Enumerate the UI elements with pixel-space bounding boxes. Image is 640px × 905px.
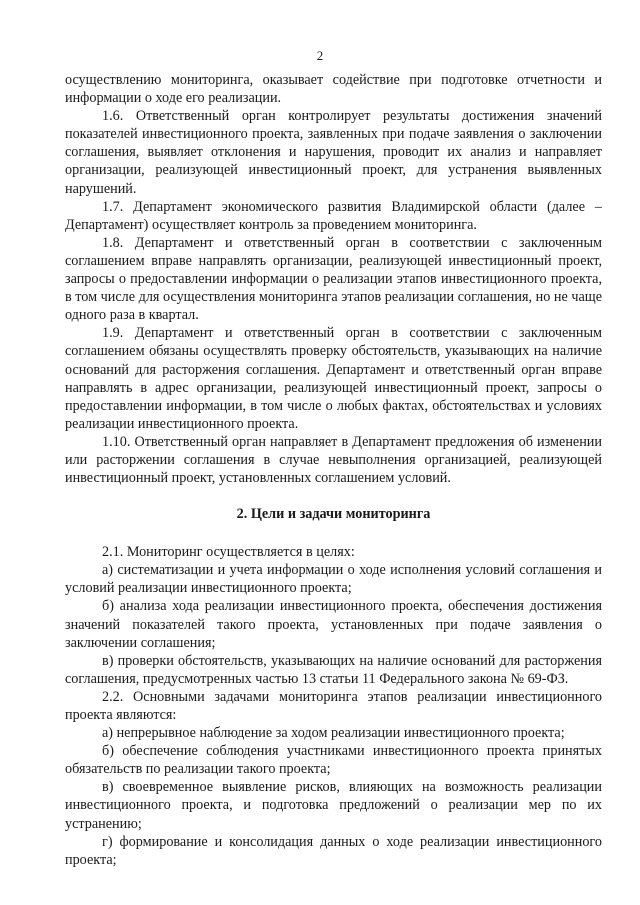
paragraph-2-2-v: в) своевременное выявление рисков, влияющих на возможность реализации инвестиционного проекта, и подготовка предложений о реализации мер по их устранению; <box>65 779 602 832</box>
paragraph-continuation: осуществлению мониторинга, оказывает содействие при подготовке отчетности и информации о ходе его реализации. <box>65 72 602 107</box>
document-body <box>65 71 602 869</box>
paragraph-1-10: 1.10. Ответственный орган направляет в Департамент предложения об изменении или расторжении соглашения в случае невыполнения организацией, реализующей инвестиционный проект, установленных соглашением условий. <box>65 433 602 487</box>
section-heading: 2. Цели и задачи мониторинга <box>236 506 431 523</box>
paragraph-1-7: 1.7. Департамент экономического развития Владимирской области (далее – Департамент) осуществляет контроль за проведением мониторинга. <box>65 198 602 233</box>
paragraph-2-1-b: б) анализа хода реализации инвестиционного проекта, обеспечения достижения значений показателей такого проекта, установленных при подаче заявления о заключении соглашения; <box>65 598 602 651</box>
page-number: 2 <box>316 48 324 63</box>
paragraph-2-2-g: г) формирование и консолидация данных о ходе реализации инвестиционного проекта; <box>65 833 602 868</box>
paragraph-1-8: 1.8. Департамент и ответственный орган в соответствии с заключенным соглашением вправе направлять организации, реализующей инвестиционный проект, запросы о предоставлении информации о реализации этапов инвестиционного проекта, в том числе для осуществления мониторинга этапов реализации соглашения, но не чаще одного раза в квартал. <box>65 234 602 324</box>
paragraph-2-1-a: а) систематизации и учета информации о ходе исполнения условий соглашения и условий реализации инвестиционного проекта; <box>65 562 602 597</box>
paragraph-2-2: 2.2. Основными задачами мониторинга этапов реализации инвестиционного проекта являются: <box>65 688 602 723</box>
paragraph-1-6: 1.6. Ответственный орган контролирует результаты достижения значений показателей инвестиционного проекта, заявленных при подаче заявления о заключении соглашения, выявляет отклонения и нарушения, проводит их анализ и направляет организации, реализующей инвестиционный проект, для устранения выявленных нарушений. <box>65 108 602 197</box>
paragraph-2-2-b: б) обеспечение соблюдения участниками инвестиционного проекта принятых обязательств по реализации такого проекта; <box>65 743 602 778</box>
paragraph-2-1: 2.1. Мониторинг осуществляется в целях: <box>102 544 355 561</box>
paragraph-1-9: 1.9. Департамент и ответственный орган в соответствии с заключенным соглашением обязаны осуществлять проверку обстоятельств, указывающих на наличие оснований для расторжения соглашения. Департамент и ответственный орган вправе направлять в адрес организации, реализующей инвестиционный проект, запросы о предоставлении информации, в том числе о любых фактах, обстоятельствах и условиях реализации инвестиционного проекта. <box>65 325 602 432</box>
paragraph-2-2-a: а) непрерывное наблюдение за ходом реализации инвестиционного проекта; <box>102 725 565 742</box>
paragraph-2-1-v: в) проверки обстоятельств, указывающих на наличие оснований для расторжения соглашения, предусмотренных частью 13 статьи 11 Федерального закона № 69-ФЗ. <box>65 652 602 687</box>
